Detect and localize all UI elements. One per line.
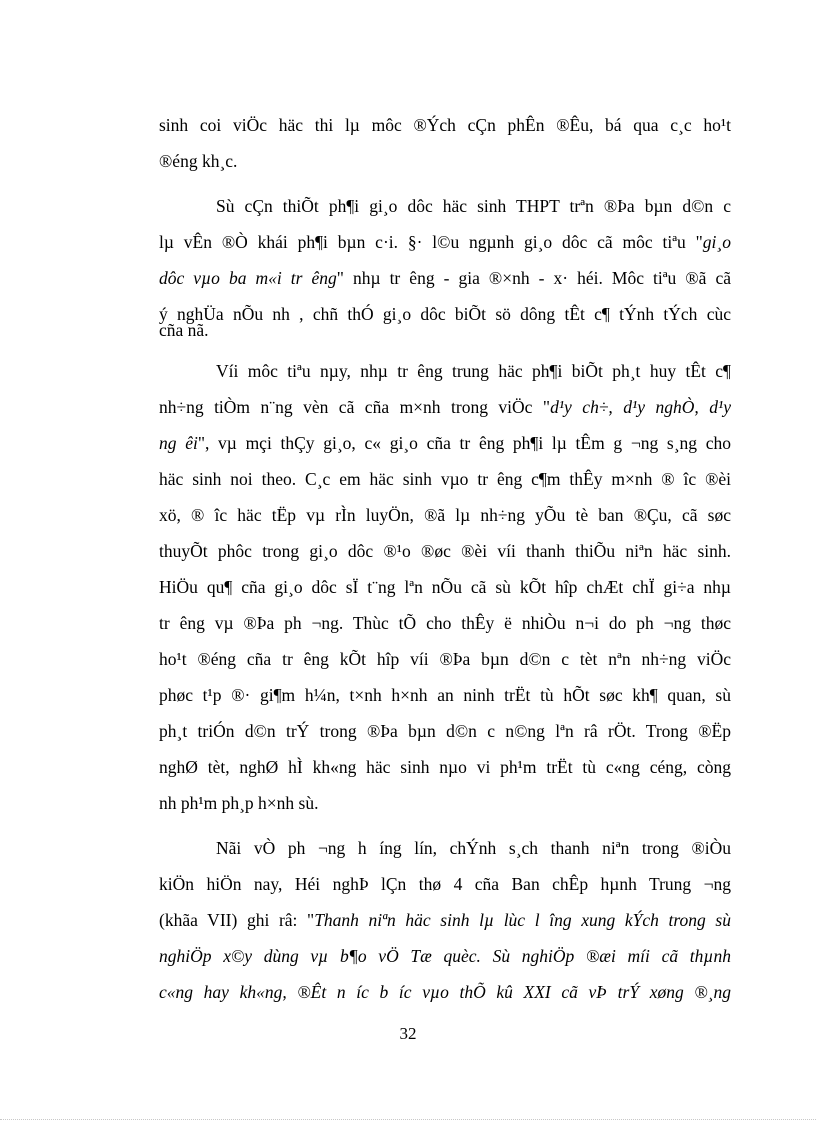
text-run-italic: c«ng hay kh«ng, ®Êt n íc b íc vµo thÕ kû XXI cã vÞ trÝ xøng ®¸ng <box>159 982 731 1002</box>
text-run: (khãa VII) ghi râ: " <box>159 910 315 930</box>
text-line <box>159 507 731 525</box>
text-run: ho¹t ®éng cña tr êng kÕt hîp víi ®Þa bµn d©n c tèt nªn nh÷ng viÖc <box>159 649 731 669</box>
text-line <box>159 579 731 597</box>
text-line <box>159 234 731 252</box>
text-run-italic: Thanh niªn häc sinh lµ lùc l îng xung kÝch trong sù <box>314 910 731 930</box>
text-line <box>159 543 731 561</box>
text-run-italic: dôc vµo ba m«i tr êng <box>159 268 337 288</box>
text-run: " nhµ tr êng - gia ®×nh - x· héi. Môc tiªu ®ã cã <box>336 268 731 288</box>
text-run: thuyÕt phôc trong gi¸o dôc ®¹o ®øc ®èi víi thanh thiÕu niªn häc sinh. <box>159 541 731 561</box>
text-run: sinh coi viÖc häc thi lµ môc ®Ých cÇn phÊn ®Êu, bá qua c¸c ho¹t <box>159 115 731 135</box>
text-line <box>159 651 731 669</box>
text-line <box>159 687 731 705</box>
text-run: ph¸t triÓn d©n trÝ trong ®Þa bµn d©n c n©ng lªn râ rÖt. Trong ®Ëp <box>159 721 731 741</box>
text-run: lµ vÊn ®Ò khái ph¶i bµn c·i. §· l©u ngµnh gi¸o dôc cã môc tiªu " <box>159 232 703 252</box>
text-run: Víi môc tiªu nµy, nhµ tr êng trung häc ph¶i biÕt ph¸t huy tÊt c¶ <box>216 361 731 381</box>
text-line <box>159 876 731 894</box>
text-line <box>216 363 731 381</box>
text-run: phøc t¹p ®· gi¶m h¼n, t×nh h×nh an ninh trËt tù hÕt søc kh¶ quan, sù <box>159 685 731 705</box>
text-line <box>216 840 731 858</box>
text-line <box>159 306 731 324</box>
text-run-italic: ng êi <box>159 433 198 453</box>
text-line <box>159 759 731 777</box>
text-run: xö, ® îc häc tËp vµ rÌn luyÖn, ®ã lµ nh÷ng yÕu tè ban ®Çu, cã søc <box>159 505 731 525</box>
text-line <box>159 912 731 930</box>
text-line <box>159 399 731 417</box>
text-run-italic: d¹y ch÷, d¹y nghÒ, d¹y <box>550 397 731 417</box>
text-line <box>159 117 731 135</box>
text-line <box>159 615 731 633</box>
text-line <box>159 270 731 288</box>
text-run: nghØ tèt, nghØ hÌ kh«ng häc sinh nµo vi ph¹m trËt tù c«ng céng, còng <box>159 757 731 777</box>
page-bottom-divider <box>0 1119 816 1120</box>
text-line <box>159 984 731 1002</box>
text-line <box>159 322 731 340</box>
text-run: häc sinh noi theo. C¸c em häc sinh vµo tr êng c¶m thÊy m×nh ® îc ®èi <box>159 469 731 489</box>
text-run: Sù cÇn thiÕt ph¶i gi¸o dôc häc sinh THPT trªn ®Þa bµn d©n c <box>216 196 731 216</box>
text-run-italic: gi¸o <box>702 232 731 252</box>
page-number: 32 <box>399 1024 417 1043</box>
text-line <box>159 795 731 813</box>
text-run-italic: nghiÖp x©y dùng vµ b¶o vÖ Tæ quèc. Sù nghiÖp ®æi míi cã thµnh <box>159 946 731 966</box>
text-run: nh ph¹m ph¸p h×nh sù. <box>159 793 319 813</box>
text-line <box>216 198 731 216</box>
text-run: ®éng kh¸c. <box>159 151 238 171</box>
text-run: kiÖn hiÖn nay, Héi nghÞ lÇn thø 4 cña Ban chÊp hµnh Trung ¬ng <box>159 874 731 894</box>
text-run: cña nã. <box>159 320 209 340</box>
text-run: HiÖu qu¶ cña gi¸o dôc sÏ t¨ng lªn nÕu cã sù kÕt hîp chÆt chÏ gi÷a nhµ <box>159 577 731 597</box>
text-run: ý nghÜa nÕu nh , chñ thÓ gi¸o dôc biÕt sö dông tÊt c¶ tÝnh tÝch cùc <box>159 304 731 324</box>
text-line <box>159 471 731 489</box>
text-line <box>159 153 731 171</box>
text-line <box>159 948 731 966</box>
text-line <box>159 435 731 453</box>
text-run: tr êng vµ ®Þa ph ¬ng. Thùc tÕ cho thÊy ë nhiÒu n¬i do ph ¬ng thøc <box>159 613 731 633</box>
text-run: ", vµ mçi thÇy gi¸o, c« gi¸o cña tr êng ph¶i lµ tÊm g ¬ng s¸ng cho <box>197 433 731 453</box>
text-line <box>159 723 731 741</box>
text-run: Nãi vÒ ph ¬ng h íng lín, chÝnh s¸ch thanh niªn trong ®iÒu <box>216 838 731 858</box>
text-run: nh÷ng tiÒm n¨ng vèn cã cña m×nh trong viÖc " <box>159 397 551 417</box>
